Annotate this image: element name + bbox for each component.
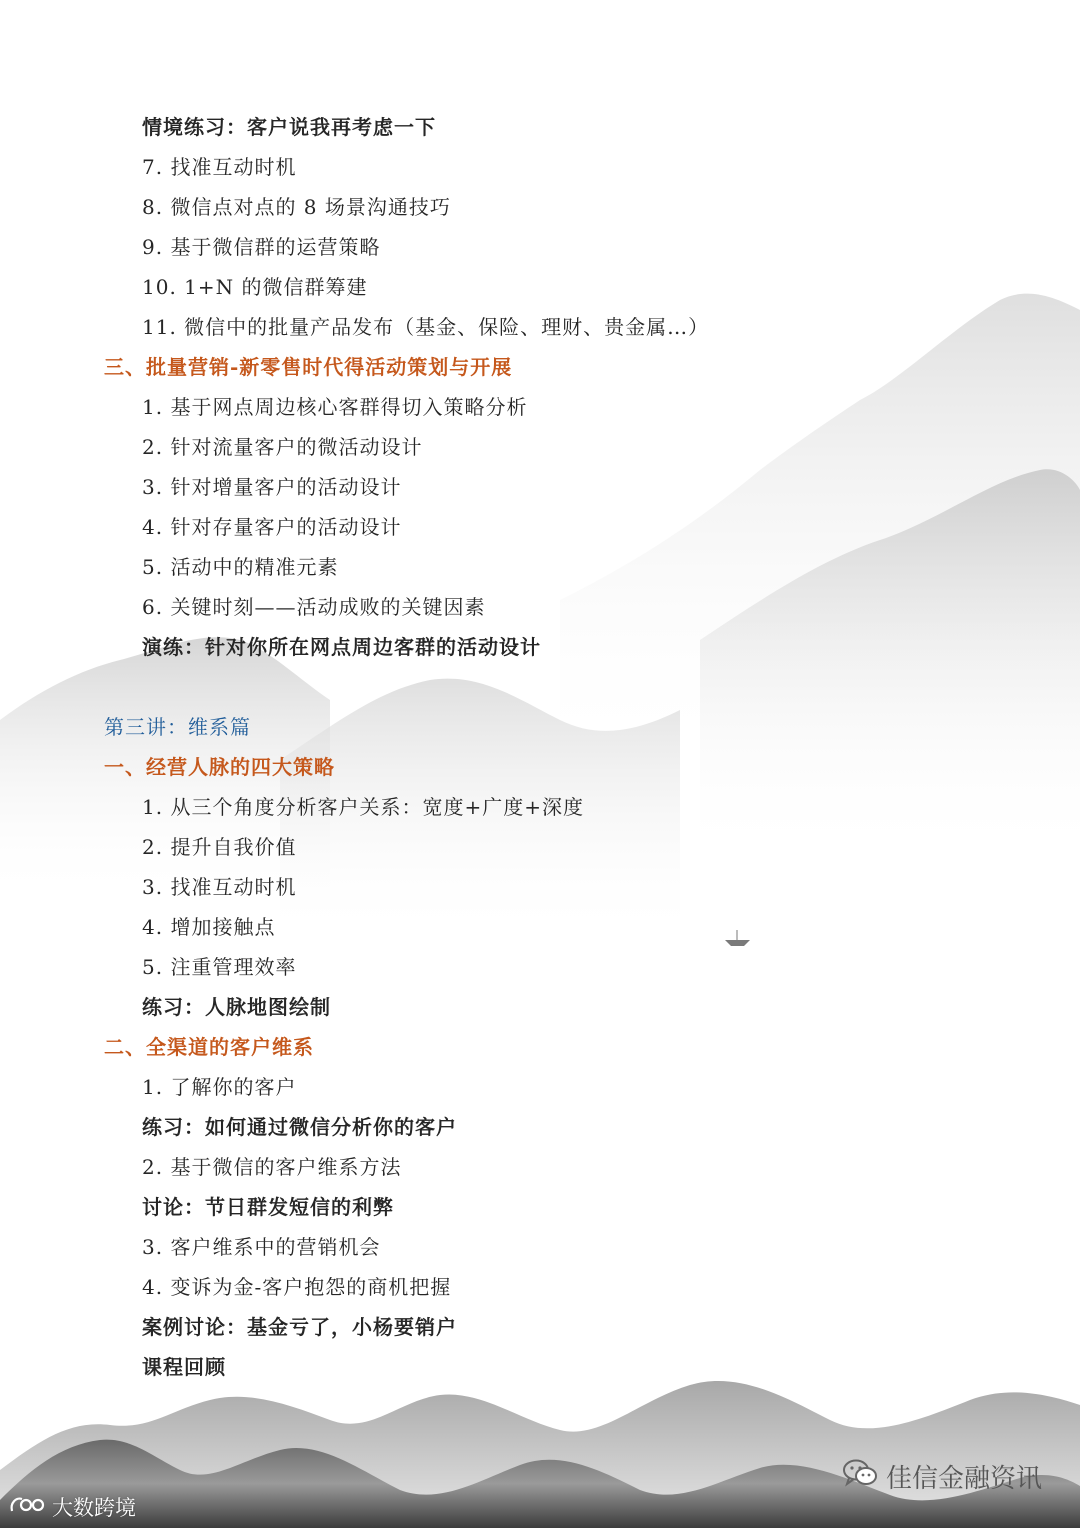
line: 一、经营人脉的四大策略 [104, 755, 335, 779]
line: 8. 微信点对点的 8 场景沟通技巧 [142, 195, 451, 219]
line: 2. 基于微信的客户维系方法 [142, 1155, 402, 1179]
line: 5. 注重管理效率 [142, 955, 297, 979]
line: 4. 针对存量客户的活动设计 [142, 515, 402, 539]
line: 第三讲：维系篇 [104, 715, 251, 739]
line: 11. 微信中的批量产品发布（基金、保险、理财、贵金属…） [142, 315, 710, 339]
watermark-right [842, 1458, 1042, 1495]
line: 课程回顾 [142, 1355, 226, 1379]
line: 5. 活动中的精准元素 [142, 555, 339, 579]
line: 2. 针对流量客户的微活动设计 [142, 435, 423, 459]
line: 情境练习：客户说我再考虑一下 [142, 115, 436, 139]
wechat-icon [842, 1458, 878, 1495]
line: 练习：如何通过微信分析你的客户 [142, 1115, 457, 1139]
watermark-left-text: 大数跨境 [52, 1496, 136, 1520]
logo-icon [8, 1493, 46, 1522]
line: 三、批量营销-新零售时代得活动策划与开展 [104, 355, 513, 379]
line: 9. 基于微信群的运营策略 [142, 235, 381, 259]
line: 10. 1+N 的微信群筹建 [142, 275, 368, 299]
line: 4. 增加接触点 [142, 915, 276, 939]
line: 案例讨论：基金亏了，小杨要销户 [142, 1315, 457, 1339]
line: 2. 提升自我价值 [142, 835, 297, 859]
line: 1. 从三个角度分析客户关系：宽度+广度+深度 [142, 795, 584, 819]
line: 讨论：节日群发短信的利弊 [142, 1195, 394, 1219]
watermark-right-text: 佳信金融资讯 [886, 1464, 1043, 1494]
line: 演练：针对你所在网点周边客群的活动设计 [142, 635, 541, 659]
line: 3. 针对增量客户的活动设计 [142, 475, 402, 499]
line: 二、全渠道的客户维系 [104, 1035, 314, 1059]
line: 4. 变诉为金-客户抱怨的商机把握 [142, 1275, 452, 1299]
watermark-left [8, 1492, 136, 1522]
line: 练习：人脉地图绘制 [142, 995, 331, 1019]
line: 6. 关键时刻——活动成败的关键因素 [142, 595, 486, 619]
line: 1. 了解你的客户 [142, 1075, 297, 1099]
line: 3. 客户维系中的营销机会 [142, 1235, 381, 1259]
line: 1. 基于网点周边核心客群得切入策略分析 [142, 395, 528, 419]
line: 3. 找准互动时机 [142, 875, 297, 899]
line: 7. 找准互动时机 [142, 155, 297, 179]
